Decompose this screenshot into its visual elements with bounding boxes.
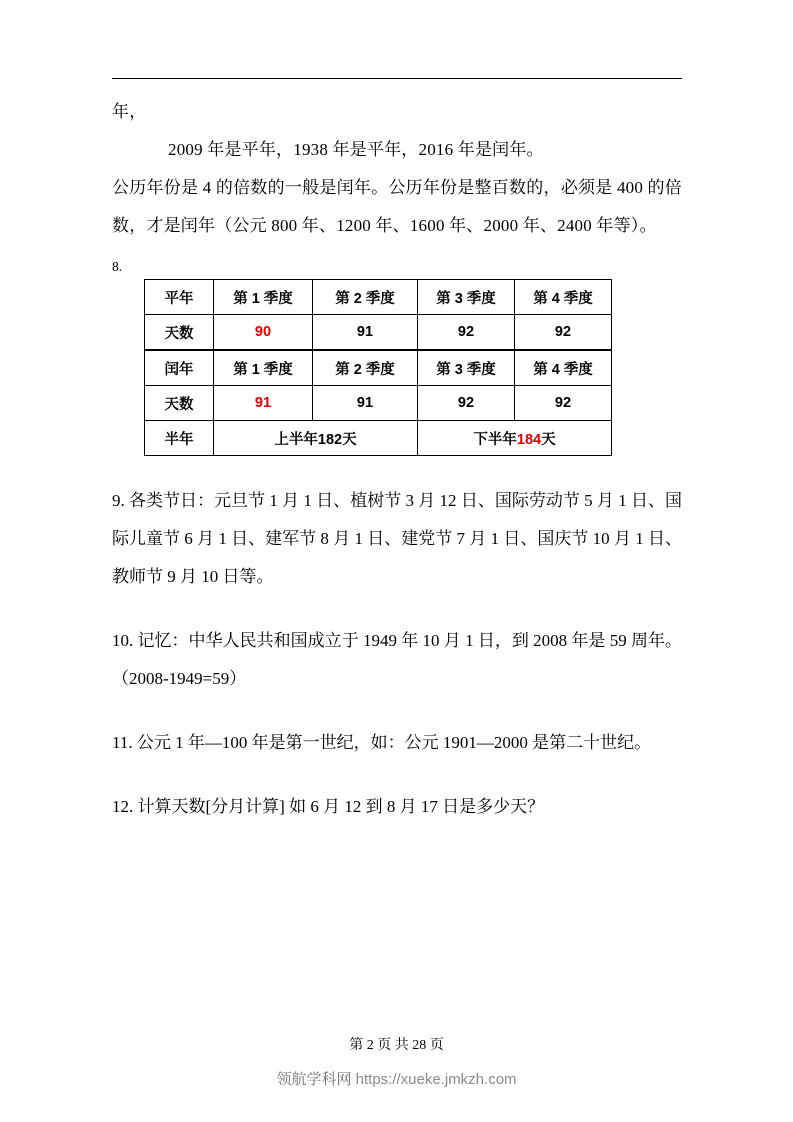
paragraph-leap-rule: 公历年份是 4 的倍数的一般是闰年。公历年份是整百数的，必须是 400 的倍数，才是闰年（公元 800 年、1200 年、1600 年、2000 年、2400 年等）。 — [112, 178, 682, 235]
first-half-prefix: 上半年 — [274, 431, 318, 448]
footer-page-suffix: 页 — [429, 1038, 444, 1053]
cell-q1-header: 第 1 季度 — [214, 351, 313, 386]
watermark-brand: 领航学科网 — [276, 1071, 352, 1088]
footer-page-current: 2 — [366, 1038, 374, 1053]
table-row — [145, 386, 612, 421]
cell-q4-header: 第 4 季度 — [515, 351, 612, 386]
item-8-number: 8. — [112, 259, 123, 274]
table-row — [145, 315, 612, 350]
watermark-url: https://xueke.jmkzh.com — [355, 1071, 517, 1088]
cell-common-label: 平年 — [145, 280, 214, 315]
cell-q2-header: 第 2 季度 — [313, 351, 418, 386]
cell-leap-q4-days: 92 — [515, 386, 612, 421]
page-content — [112, 78, 682, 826]
footer-page-mid: 页 共 — [377, 1038, 409, 1053]
item-10 — [112, 622, 682, 698]
cell-common-q1-days: 90 — [214, 315, 313, 350]
cell-days-label: 天数 — [145, 386, 214, 421]
cell-q1-header: 第 1 季度 — [214, 280, 313, 315]
item-9 — [112, 482, 682, 596]
second-half-value: 184 — [516, 431, 542, 448]
footer-page-total: 28 — [412, 1038, 427, 1053]
first-half-value: 182 — [317, 431, 343, 448]
second-half-suffix: 天 — [541, 431, 556, 448]
quarter-days-tables — [144, 279, 682, 456]
common-year-table — [144, 279, 612, 350]
cell-q4-header: 第 4 季度 — [515, 280, 612, 315]
watermark — [0, 1068, 793, 1089]
item-11-text: 11. 公元 1 年—100 年是第一世纪，如：公元 1901—2000 是第二十世纪。 — [112, 733, 652, 752]
item-10-text: 10. 记忆：中华人民共和国成立于 1949 年 10 月 1 日，到 2008 年是 59 周年。（2008-1949=59） — [112, 631, 682, 688]
cell-second-half-days — [418, 421, 612, 456]
cell-common-q3-days: 92 — [418, 315, 515, 350]
first-half-suffix: 天 — [342, 431, 357, 448]
leap-year-table — [144, 350, 612, 456]
page-footer — [0, 1034, 793, 1054]
cell-q2-header: 第 2 季度 — [313, 280, 418, 315]
cell-q3-header: 第 3 季度 — [418, 351, 515, 386]
table-row — [145, 351, 612, 386]
item-11 — [112, 724, 682, 762]
item-12 — [112, 788, 682, 826]
header-rule — [112, 78, 682, 79]
table-row — [145, 421, 612, 456]
cell-leap-label: 闰年 — [145, 351, 214, 386]
cell-half-year-label: 半年 — [145, 421, 214, 456]
second-half-prefix: 下半年 — [473, 431, 517, 448]
cell-leap-q1-days: 91 — [214, 386, 313, 421]
table-row — [145, 280, 612, 315]
cell-q3-header: 第 3 季度 — [418, 280, 515, 315]
footer-page-prefix: 第 — [349, 1038, 364, 1053]
cell-common-q2-days: 91 — [313, 315, 418, 350]
cell-common-q4-days: 92 — [515, 315, 612, 350]
paragraph-leap-examples: 2009 年是平年，1938 年是平年，2016 年是闰年。 — [168, 140, 544, 159]
cell-first-half-days — [214, 421, 418, 456]
item-12-text: 12. 计算天数[分月计算] 如 6 月 12 到 8 月 17 日是多少天？ — [112, 797, 545, 816]
cell-leap-q3-days: 92 — [418, 386, 515, 421]
item-9-text: 9. 各类节日：元旦节 1 月 1 日、植树节 3 月 12 日、国际劳动节 5 月 1 日、国际儿童节 6 月 1 日、建军节 8 月 1 日、建党节 7 月 1 日、国庆节 10 月 1 日、教师节 9 月 10 日等。 — [112, 491, 682, 586]
cell-leap-q2-days: 91 — [313, 386, 418, 421]
paragraph-carryover: 年， — [112, 102, 147, 121]
cell-days-label: 天数 — [145, 315, 214, 350]
